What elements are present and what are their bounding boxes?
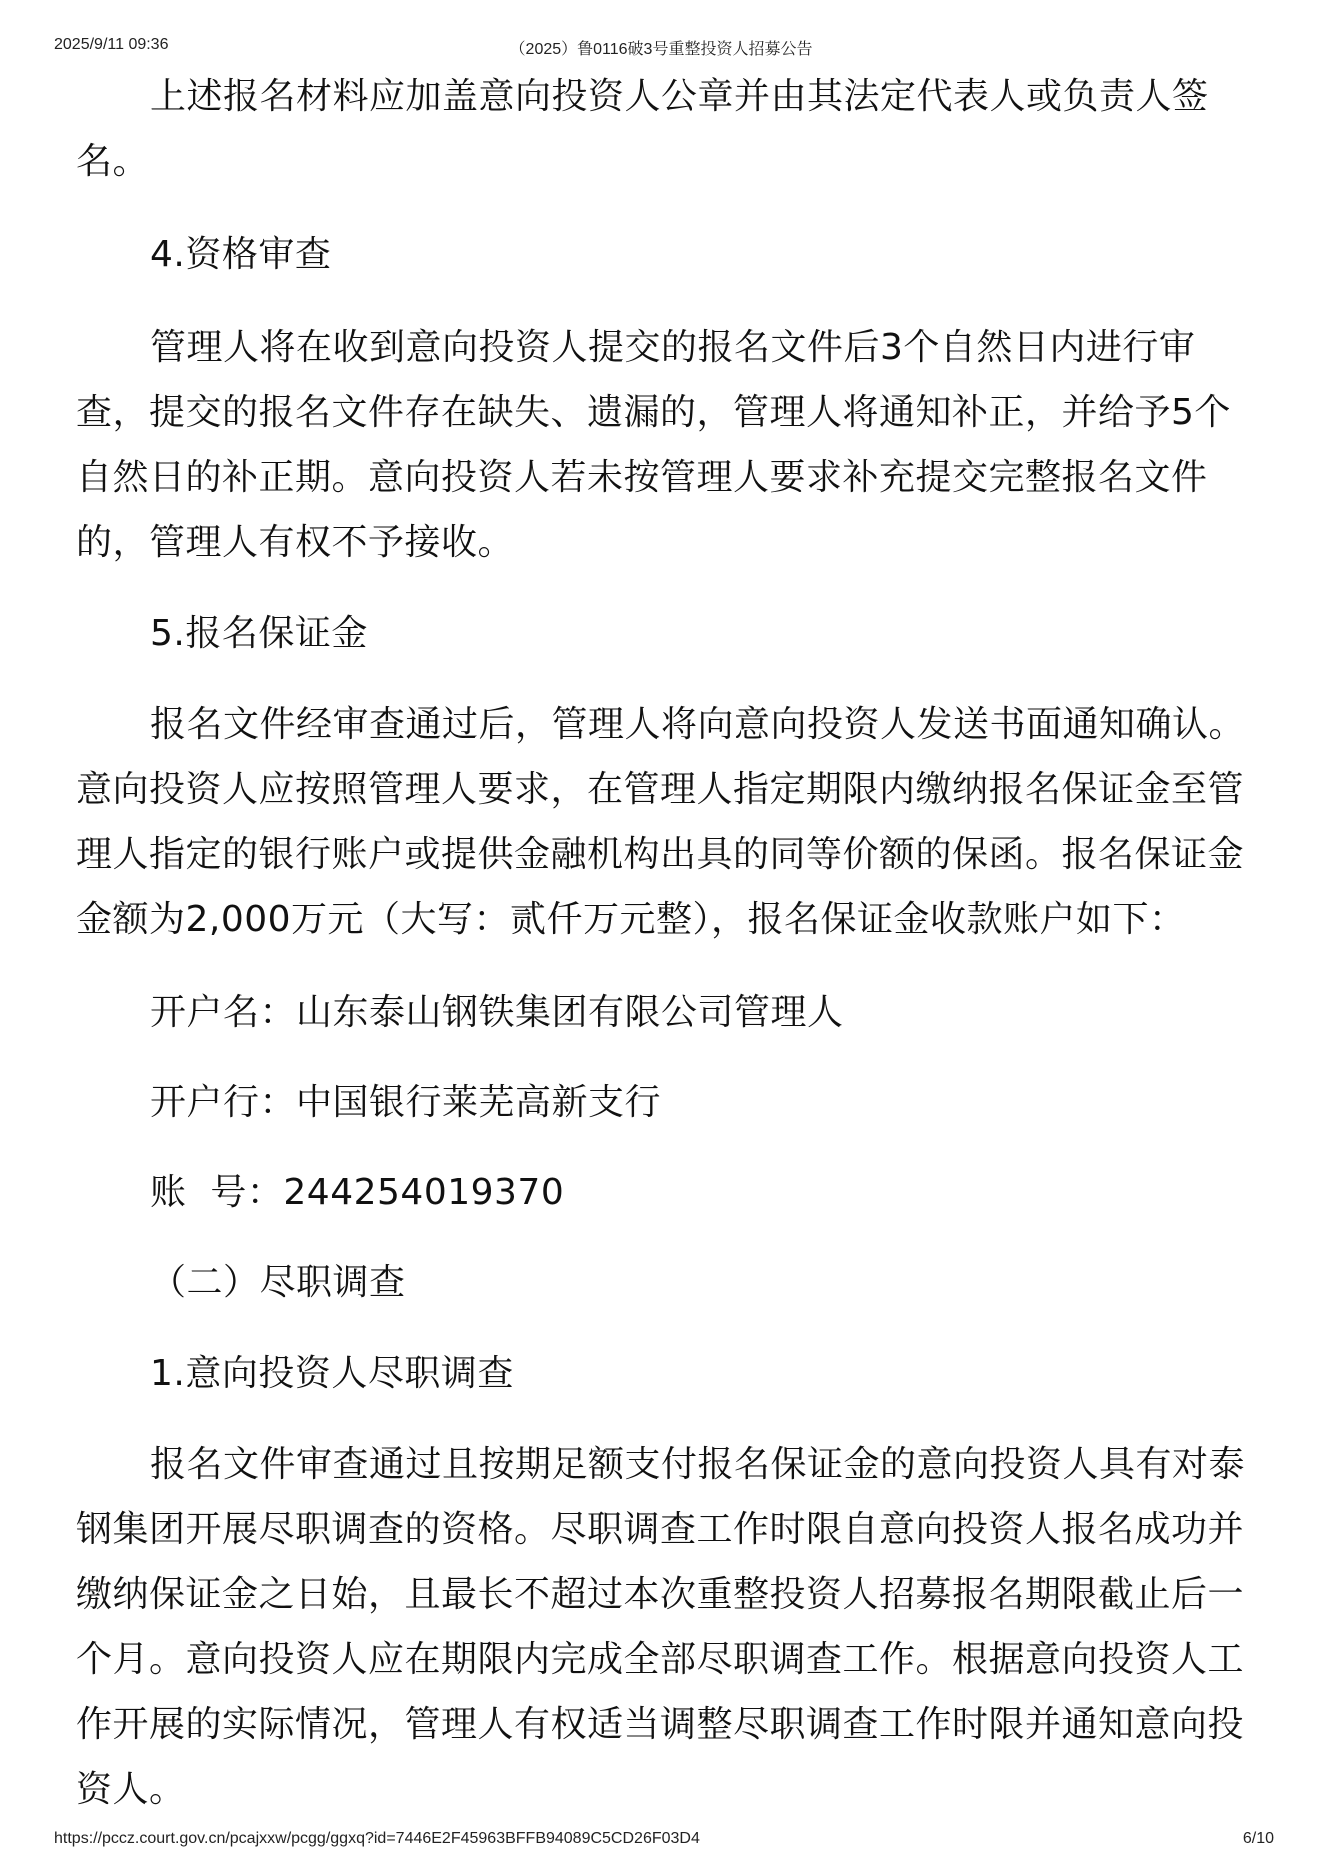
print-datetime: 2025/9/11 09:36 (54, 36, 169, 53)
document-title: （2025）鲁0116破3号重整投资人招募公告 (509, 41, 813, 58)
source-url: https://pccz.court.gov.cn/pcajxxw/pcgg/ggxq?id=7446E2F45963BFFB94089C5CD26F03D4 (54, 1830, 700, 1847)
print-footer (0, 1830, 1322, 1852)
account-number: 账 号：244254019370 (150, 1172, 565, 1213)
paragraph-signature-requirement: 上述报名材料应加盖意向投资人公章并由其法定代表人或负责人签名。 (76, 76, 1209, 182)
heading-registration-deposit: 5.报名保证金 (150, 613, 368, 654)
heading-qualification-review: 4.资格审查 (150, 234, 332, 275)
account-name: 开户名：山东泰山钢铁集团有限公司管理人 (150, 992, 844, 1033)
paragraph-registration-deposit: 报名文件经审查通过后，管理人将向意向投资人发送书面通知确认。意向投资人应按照管理人要求，在管理人指定期限内缴纳报名保证金至管理人指定的银行账户或提供金融机构出具的同等价额的保函。报名保证金金额为2,000万元（大写：贰仟万元整），报名保证金收款账户如下： (76, 704, 1246, 940)
heading-due-diligence-section: （二）尽职调查 (150, 1262, 406, 1303)
heading-investor-due-diligence: 1.意向投资人尽职调查 (150, 1353, 514, 1394)
page-number: 6/10 (1242, 1830, 1274, 1847)
document-body (76, 64, 1251, 1822)
paragraph-qualification-review: 管理人将在收到意向投资人提交的报名文件后3个自然日内进行审查，提交的报名文件存在缺失、遗漏的，管理人将通知补正，并给予5个自然日的补正期。意向投资人若未按管理人要求补充提交完整报名文件的，管理人有权不予接收。 (76, 327, 1231, 563)
print-header (0, 36, 1322, 58)
paragraph-due-diligence: 报名文件审查通过且按期足额支付报名保证金的意向投资人具有对泰钢集团开展尽职调查的资格。尽职调查工作时限自意向投资人报名成功并缴纳保证金之日始，且最长不超过本次重整投资人招募报名期限截止后一个月。意向投资人应在期限内完成全部尽职调查工作。根据意向投资人工作开展的实际情况，管理人有权适当调整尽职调查工作时限并通知意向投资人。 (76, 1444, 1246, 1810)
account-bank: 开户行：中国银行莱芜高新支行 (150, 1082, 662, 1123)
